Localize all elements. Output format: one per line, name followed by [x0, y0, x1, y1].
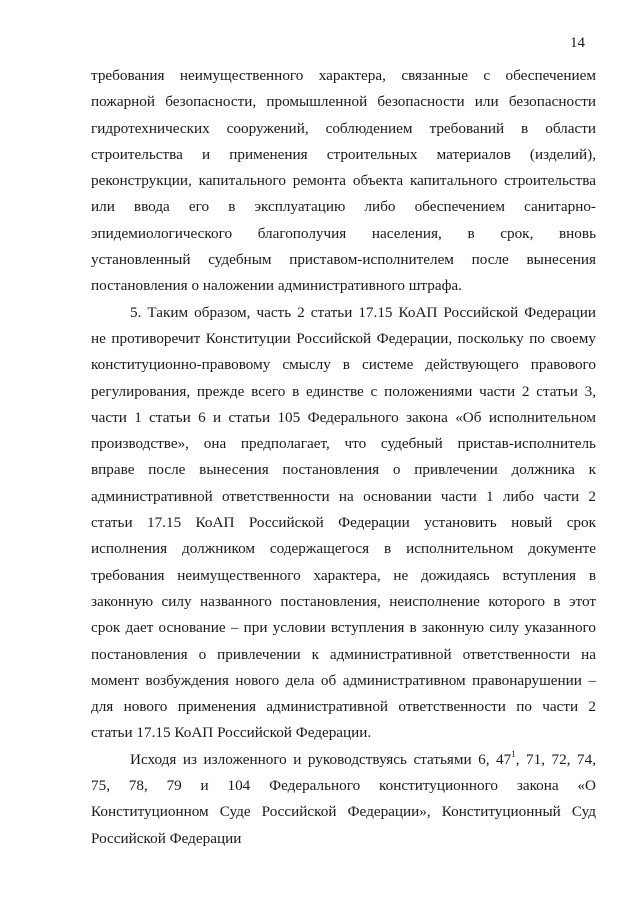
text-segment: , 71, 72, 74, — [515, 750, 596, 768]
text-line: установленный судебным приставом-исполнителем после вынесения — [91, 251, 596, 269]
text-line: реконструкции, капитального ремонта объекта капитального строительства — [91, 172, 596, 190]
text-line: для нового применения административной ответственности по части 2 — [91, 698, 596, 716]
text-line: регулирования, прежде всего в единстве с положениями части 2 статьи 3, — [91, 382, 596, 400]
text-line: момент возбуждения нового дела об административном правонарушении – — [91, 671, 596, 689]
text-line: Российской Федерации — [91, 829, 242, 847]
text-line: постановления о наложении административного штрафа. — [91, 277, 462, 295]
text-line: исполнения должником содержащегося в исполнительном документе — [91, 540, 596, 558]
text-line: вправе после вынесения постановления о привлечении должника к — [91, 461, 596, 479]
document-body — [91, 63, 596, 852]
text-line: статьи 17.15 КоАП Российской Федерации. — [91, 724, 372, 742]
text-segment: Исходя из изложенного и руководствуясь статьями 6, 47 — [130, 750, 512, 768]
text-line: требования неимущественного характера, связанные с обеспечением — [91, 67, 596, 84]
text-line: или ввода его в эксплуатацию либо обеспечением санитарно- — [91, 198, 596, 216]
text-line: административной ответственности на основании части 1 либо части 2 — [91, 487, 596, 505]
text-line: 5. Таким образом, часть 2 статьи 17.15 КоАП Российской Федерации — [130, 303, 596, 321]
text-line: строительства и применения строительных материалов (изделий), — [91, 145, 596, 163]
text-line: производстве», она предполагает, что судебный пристав-исполнитель — [91, 435, 596, 453]
text-line: части 1 статьи 6 и статьи 105 Федерального закона «Об исполнительном — [91, 408, 596, 426]
text-line: постановления о привлечении к административной ответственности на — [91, 645, 596, 663]
text-line: Конституционном Суде Российской Федерации», Конституционный Суд — [91, 803, 596, 821]
page-number: 14 — [570, 35, 585, 51]
text-line: не противоречит Конституции Российской Федерации, поскольку по своему — [91, 329, 596, 347]
text-line: требования неимущественного характера, не дожидаясь вступления в — [91, 566, 596, 584]
text-line: законную силу названного постановления, неисполнение которого в этот — [91, 592, 596, 610]
text-line: конституционно-правовому смыслу в системе действующего правового — [91, 356, 596, 374]
text-line: срок дает основание – при условии вступления в законную силу указанного — [91, 619, 596, 637]
text-line: пожарной безопасности, промышленной безопасности или безопасности — [91, 93, 596, 111]
text-line: гидротехнических сооружений, соблюдением требований в области — [91, 119, 596, 137]
text-line: 75, 78, 79 и 104 Федерального конституционного закона «О — [91, 777, 596, 795]
text-line: эпидемиологического благополучия населения, в срок, вновь — [91, 224, 596, 242]
text-line: статьи 17.15 КоАП Российской Федерации установить новый срок — [91, 514, 596, 532]
footnote-superscript: 1 — [511, 748, 516, 759]
text-line-with-footnote — [91, 747, 596, 773]
